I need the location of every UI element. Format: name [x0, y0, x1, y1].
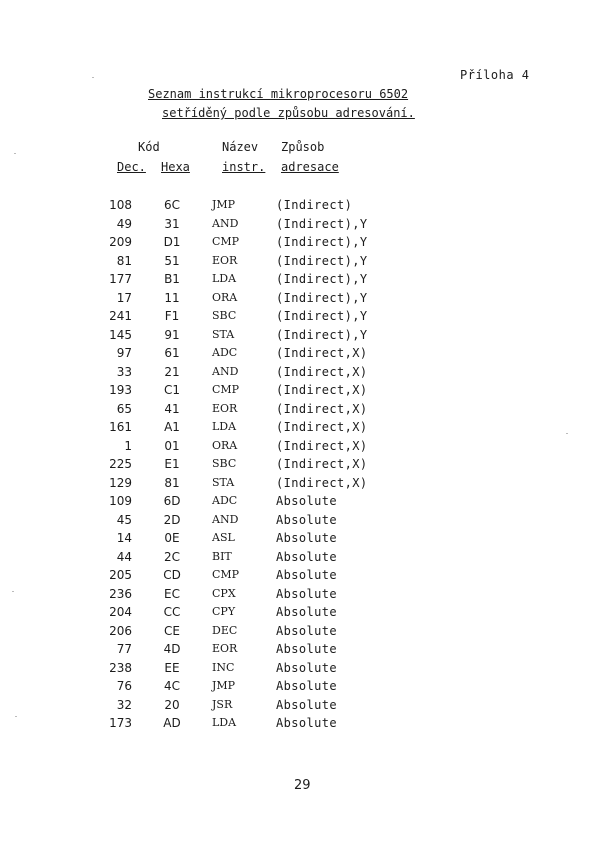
instruction-cell: EOR: [212, 253, 238, 267]
dec-cell: 204: [109, 605, 132, 619]
addressing-mode-cell: Absolute: [276, 568, 337, 582]
hex-cell: 61: [164, 346, 180, 360]
table-row: [100, 585, 368, 604]
addressing-mode-cell: (Indirect),Y: [276, 216, 368, 231]
table-row: [100, 511, 368, 530]
dec-cell: 49: [116, 216, 132, 231]
table-row: [100, 677, 368, 696]
hex-cell: EC: [164, 586, 180, 601]
hex-cell: 81: [164, 475, 180, 490]
dec-cell: 225: [109, 457, 132, 471]
instruction-cell: EOR: [212, 401, 238, 415]
header-mode-line1: Způsob: [281, 140, 325, 154]
scan-speck: [92, 77, 94, 78]
addressing-mode-cell: (Indirect),Y: [276, 290, 368, 305]
addressing-mode-cell: Absolute: [276, 512, 337, 527]
table-row: [100, 307, 368, 326]
table-row: [100, 326, 368, 345]
dec-cell: 173: [109, 716, 132, 730]
instruction-cell: AND: [212, 364, 239, 378]
hex-cell: AD: [163, 716, 181, 730]
header-hexa: Hexa: [161, 160, 190, 174]
hex-cell: 41: [164, 401, 180, 416]
hex-cell: 0E: [164, 531, 180, 545]
title-line-2: setříděný podle způsobu adresování.: [162, 106, 415, 120]
instruction-cell: CMP: [212, 235, 240, 248]
table-row: [100, 659, 368, 678]
scan-speck: [566, 433, 568, 434]
addressing-mode-cell: (Indirect),Y: [276, 272, 368, 286]
scan-speck: [12, 591, 14, 592]
dec-cell: 44: [116, 549, 132, 564]
table-row: [100, 455, 368, 474]
dec-cell: 129: [109, 475, 132, 490]
addressing-mode-cell: Absolute: [276, 679, 337, 693]
table-row: [100, 381, 368, 400]
dec-cell: 177: [109, 272, 132, 286]
hex-cell: 4D: [163, 642, 181, 656]
table-row: [100, 344, 368, 363]
dec-cell: 65: [116, 401, 132, 416]
table-row: [100, 270, 368, 289]
title-line-1: Seznam instrukcí mikroprocesoru 6502: [148, 87, 409, 101]
addressing-mode-cell: Absolute: [276, 716, 337, 730]
instruction-cell: ASL: [212, 531, 235, 544]
header-name-line2: instr.: [222, 160, 266, 174]
dec-cell: 81: [116, 253, 132, 268]
instruction-cell: AND: [212, 512, 239, 526]
dec-cell: 97: [116, 346, 132, 360]
table-row: [100, 714, 368, 733]
dec-cell: 17: [116, 290, 132, 305]
instruction-cell: STA: [212, 475, 235, 489]
table-row: [100, 363, 368, 382]
addressing-mode-cell: (Indirect,X): [276, 346, 368, 360]
instruction-cell: CMP: [212, 568, 240, 581]
dec-cell: 205: [109, 568, 132, 582]
hex-cell: CE: [164, 623, 180, 638]
addressing-mode-cell: (Indirect),Y: [276, 253, 368, 268]
table-row: [100, 196, 368, 215]
header-dec: Dec.: [117, 160, 146, 174]
table-row: [100, 696, 368, 715]
addressing-mode-cell: Absolute: [276, 660, 337, 675]
addressing-mode-cell: (Indirect,X): [276, 475, 368, 490]
instruction-cell: CPX: [212, 586, 236, 600]
hex-cell: 2C: [163, 549, 180, 564]
hex-cell: 91: [164, 327, 180, 342]
dec-cell: 76: [116, 679, 132, 693]
dec-cell: 209: [109, 235, 132, 249]
addressing-mode-cell: (Indirect),Y: [276, 309, 368, 323]
dec-cell: 206: [109, 623, 132, 638]
hex-cell: 2D: [163, 512, 181, 527]
addressing-mode-cell: (Indirect,X): [276, 401, 368, 416]
dec-cell: 45: [116, 512, 132, 527]
dec-cell: 1: [124, 438, 132, 453]
hex-cell: 4C: [163, 679, 180, 693]
table-row: [100, 548, 368, 567]
addressing-mode-cell: Absolute: [276, 605, 337, 619]
hex-cell: EE: [164, 660, 180, 675]
dec-cell: 236: [109, 586, 132, 601]
dec-cell: 108: [109, 198, 132, 212]
dec-cell: 241: [109, 309, 132, 323]
instruction-cell: CPY: [212, 605, 236, 618]
instruction-cell: DEC: [212, 623, 238, 637]
instruction-cell: JSR: [212, 697, 233, 711]
addressing-mode-cell: Absolute: [276, 642, 337, 656]
table-row: [100, 474, 368, 493]
scan-speck: [15, 716, 17, 717]
hex-cell: A1: [164, 420, 180, 434]
instruction-cell: CMP: [212, 383, 240, 396]
instruction-cell: ORA: [212, 438, 238, 452]
dec-cell: 193: [109, 383, 132, 397]
addressing-mode-cell: (Indirect,X): [276, 364, 368, 379]
table-row: [100, 289, 368, 308]
instruction-cell: EOR: [212, 642, 238, 655]
addressing-mode-cell: (Indirect,X): [276, 420, 368, 434]
instruction-cell: LDA: [212, 272, 237, 285]
hex-cell: 11: [164, 290, 180, 305]
instruction-cell: BIT: [212, 549, 232, 563]
addressing-mode-cell: (Indirect,X): [276, 383, 368, 397]
header-code: Kód: [138, 140, 160, 154]
addressing-mode-cell: Absolute: [276, 531, 337, 545]
addressing-mode-cell: (Indirect,X): [276, 457, 368, 471]
hex-cell: 21: [164, 364, 180, 379]
addressing-mode-cell: (Indirect,X): [276, 438, 368, 453]
hex-cell: 01: [164, 438, 180, 453]
addressing-mode-cell: Absolute: [276, 623, 337, 638]
hex-cell: 31: [164, 216, 180, 231]
instruction-cell: LDA: [212, 716, 237, 729]
hex-cell: C1: [163, 383, 180, 397]
hex-cell: F1: [164, 309, 180, 323]
table-row: [100, 566, 368, 585]
dec-cell: 14: [116, 531, 132, 545]
addressing-mode-cell: Absolute: [276, 494, 337, 508]
table-row: [100, 492, 368, 511]
scan-speck: [14, 153, 16, 154]
page-number: 29: [294, 778, 311, 793]
table-row: [100, 418, 368, 437]
table-row: [100, 640, 368, 659]
dec-cell: 32: [116, 697, 132, 712]
addressing-mode-cell: (Indirect),Y: [276, 327, 368, 342]
hex-cell: CC: [163, 605, 181, 619]
addressing-mode-cell: Absolute: [276, 586, 337, 601]
instruction-table: [100, 196, 368, 733]
addressing-mode-cell: Absolute: [276, 549, 337, 564]
dec-cell: 145: [109, 327, 132, 342]
addressing-mode-cell: (Indirect): [276, 198, 353, 212]
appendix-label: Příloha 4: [460, 68, 530, 82]
instruction-cell: SBC: [212, 457, 237, 470]
table-row: [100, 622, 368, 641]
table-row: [100, 529, 368, 548]
hex-cell: D1: [163, 235, 181, 249]
hex-cell: B1: [164, 272, 180, 286]
table-row: [100, 603, 368, 622]
dec-cell: 109: [109, 494, 132, 508]
addressing-mode-cell: Absolute: [276, 697, 337, 712]
table-row: [100, 252, 368, 271]
hex-cell: 51: [164, 253, 180, 268]
table-row: [100, 233, 368, 252]
instruction-cell: SBC: [212, 309, 237, 322]
hex-cell: 6D: [163, 494, 181, 508]
instruction-cell: INC: [212, 660, 235, 674]
table-row: [100, 437, 368, 456]
dec-cell: 161: [109, 420, 132, 434]
table-row: [100, 215, 368, 234]
table-row: [100, 400, 368, 419]
instruction-cell: JMP: [212, 198, 236, 211]
dec-cell: 77: [116, 642, 132, 656]
instruction-cell: JMP: [212, 679, 236, 692]
hex-cell: 6C: [163, 198, 180, 212]
hex-cell: E1: [164, 457, 180, 471]
header-name-line1: Název: [222, 140, 259, 154]
instruction-cell: ORA: [212, 290, 238, 304]
addressing-mode-cell: (Indirect),Y: [276, 235, 368, 249]
instruction-cell: ADC: [212, 346, 238, 359]
instruction-cell: ADC: [212, 494, 238, 507]
dec-cell: 33: [116, 364, 132, 379]
instruction-cell: STA: [212, 327, 235, 341]
hex-cell: 20: [164, 697, 180, 712]
instruction-cell: LDA: [212, 420, 237, 433]
instruction-cell: AND: [212, 216, 239, 230]
hex-cell: CD: [163, 568, 181, 582]
header-mode-line2: adresace: [281, 160, 339, 174]
dec-cell: 238: [109, 660, 132, 675]
